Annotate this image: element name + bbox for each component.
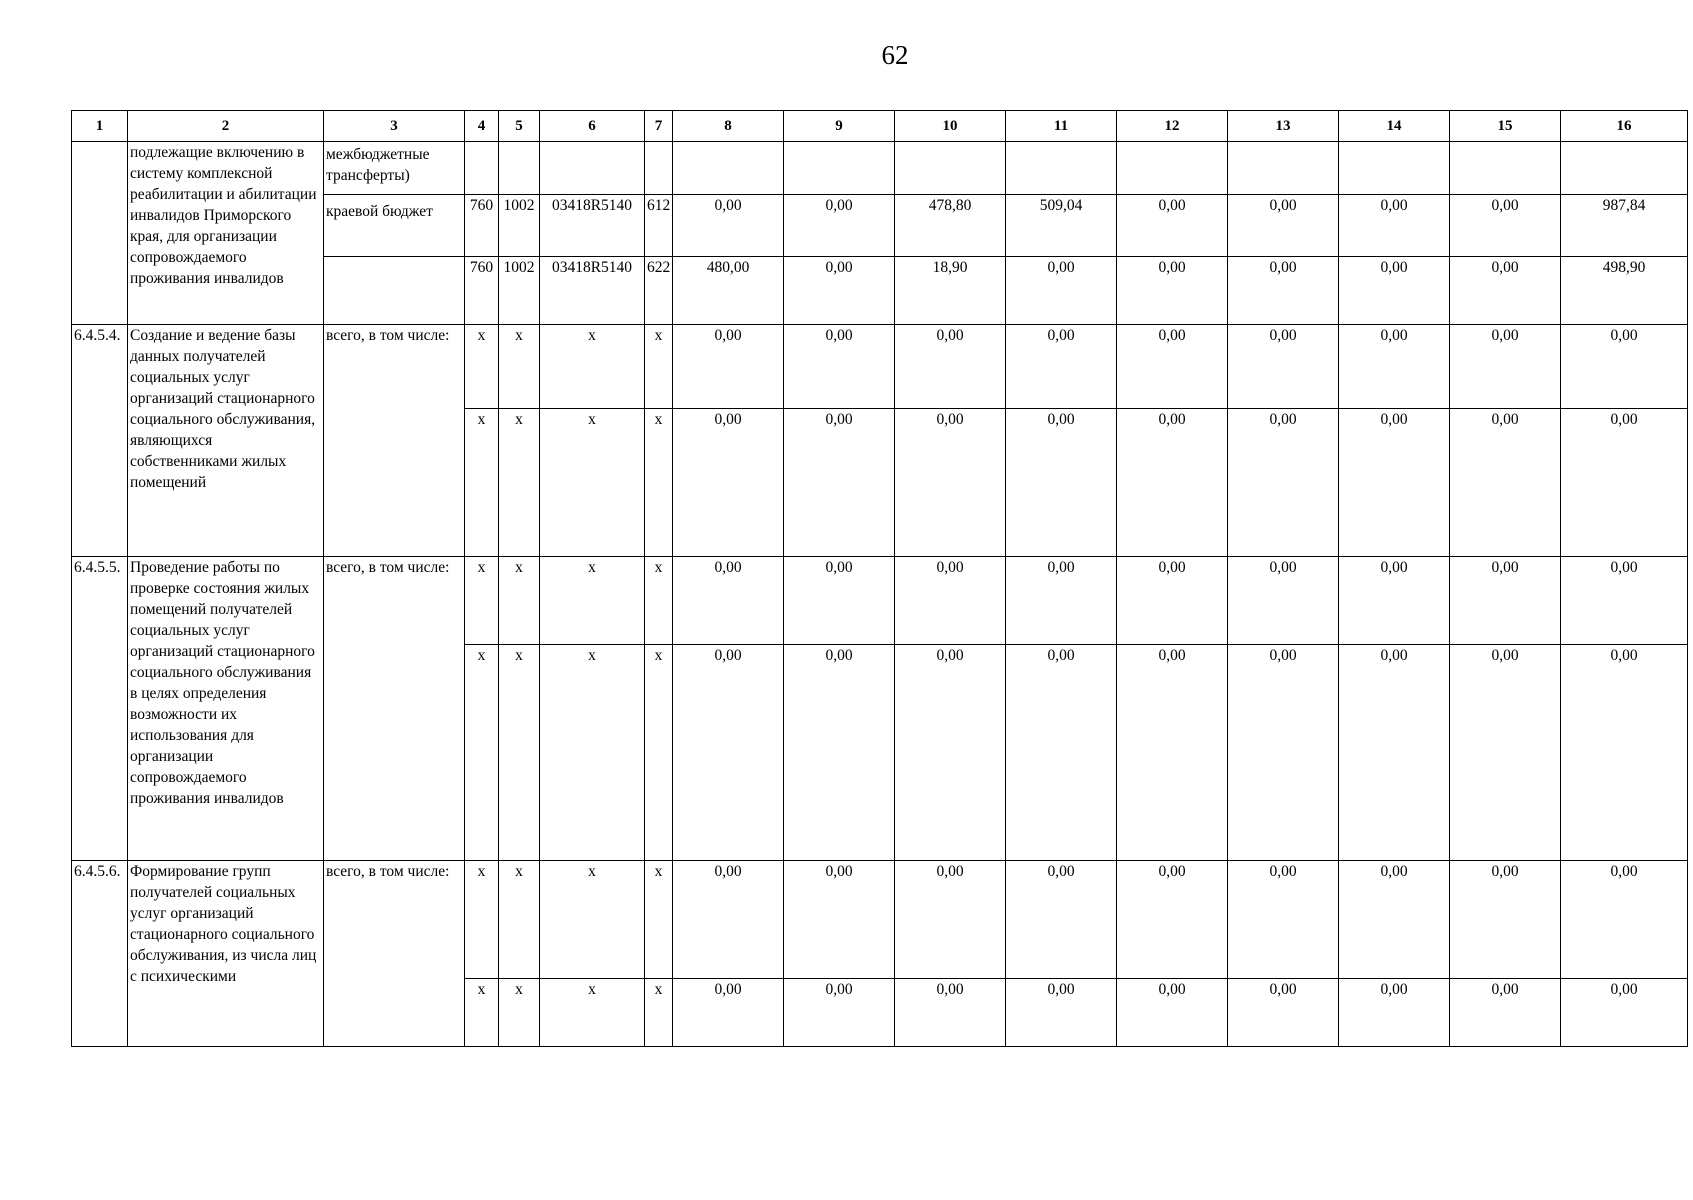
description-cell: Создание и ведение базы данных получателей социальных услуг организаций стационарного социального обслуживания, являющихся собственниками жилых помещений [128, 325, 324, 557]
value-cell: 18,90 [895, 257, 1006, 325]
value-cell: 0,00 [673, 325, 784, 409]
code-cell: x [645, 645, 673, 861]
value-cell: 0,00 [1228, 861, 1339, 979]
description-cell: Формирование групп получателей социальных услуг организаций стационарного социального обслуживания, из числа лиц с психическими [128, 861, 324, 1047]
column-header: 10 [895, 111, 1006, 142]
value-cell: 0,00 [1561, 979, 1688, 1047]
code-cell: x [540, 557, 645, 645]
column-header: 11 [1006, 111, 1117, 142]
code-cell: 760 [465, 195, 499, 257]
value-cell: 0,00 [1006, 861, 1117, 979]
code-cell: x [540, 325, 645, 409]
value-cell: 0,00 [784, 195, 895, 257]
value-cell: 0,00 [1561, 325, 1688, 409]
source-cell: всего, в том числе: [324, 557, 465, 861]
value-cell: 0,00 [673, 409, 784, 557]
value-cell: 0,00 [1561, 557, 1688, 645]
value-cell: 0,00 [784, 645, 895, 861]
value-cell: 0,00 [1006, 257, 1117, 325]
code-cell: 622 [645, 257, 673, 325]
code-cell: x [499, 325, 540, 409]
code-cell: x [499, 645, 540, 861]
code-cell: x [465, 409, 499, 557]
value-cell: 0,00 [1339, 409, 1450, 557]
source-cell: межбюджетные трансферты) [324, 142, 465, 195]
column-header: 12 [1117, 111, 1228, 142]
code-cell: x [465, 325, 499, 409]
value-cell: 0,00 [1561, 409, 1688, 557]
source-cell: всего, в том числе: [324, 325, 465, 557]
code-cell: 760 [465, 257, 499, 325]
table-row [72, 325, 1688, 409]
code-cell: x [540, 979, 645, 1047]
value-cell: 0,00 [1117, 979, 1228, 1047]
value-cell: 0,00 [1339, 557, 1450, 645]
value-cell: 480,00 [673, 257, 784, 325]
value-cell: 0,00 [1339, 195, 1450, 257]
value-cell: 0,00 [784, 979, 895, 1047]
code-cell: x [645, 557, 673, 645]
value-cell: 0,00 [784, 557, 895, 645]
value-cell: 498,90 [1561, 257, 1688, 325]
code-cell: 1002 [499, 257, 540, 325]
column-header: 4 [465, 111, 499, 142]
value-cell: 0,00 [895, 645, 1006, 861]
value-cell: 0,00 [1450, 409, 1561, 557]
value-cell: 0,00 [673, 979, 784, 1047]
value-cell: 478,80 [895, 195, 1006, 257]
code-cell: x [499, 861, 540, 979]
value-cell: 0,00 [1228, 325, 1339, 409]
value-cell: 0,00 [1339, 861, 1450, 979]
code-cell: x [465, 979, 499, 1047]
index-cell: 6.4.5.4. [72, 325, 128, 557]
value-cell: 0,00 [1006, 645, 1117, 861]
table-row [72, 557, 1688, 645]
value-cell: 0,00 [1006, 979, 1117, 1047]
column-header: 2 [128, 111, 324, 142]
value-cell: 0,00 [1228, 979, 1339, 1047]
column-header: 16 [1561, 111, 1688, 142]
code-cell: x [540, 861, 645, 979]
value-cell: 0,00 [895, 979, 1006, 1047]
column-header: 7 [645, 111, 673, 142]
value-cell: 0,00 [1228, 645, 1339, 861]
value-cell: 0,00 [784, 325, 895, 409]
code-cell: x [499, 979, 540, 1047]
value-cell: 0,00 [1561, 861, 1688, 979]
value-cell: 0,00 [1450, 195, 1561, 257]
value-cell: 0,00 [1117, 557, 1228, 645]
column-header: 5 [499, 111, 540, 142]
value-cell: 0,00 [784, 409, 895, 557]
code-cell: x [499, 557, 540, 645]
code-cell: x [465, 861, 499, 979]
value-cell: 0,00 [784, 861, 895, 979]
index-cell: 6.4.5.5. [72, 557, 128, 861]
code-cell: x [645, 979, 673, 1047]
column-header: 3 [324, 111, 465, 142]
table-row [72, 861, 1688, 979]
value-cell: 0,00 [1450, 257, 1561, 325]
source-cell [324, 257, 465, 325]
code-cell: x [645, 861, 673, 979]
value-cell: 0,00 [1339, 979, 1450, 1047]
value-cell: 0,00 [1339, 325, 1450, 409]
table-row [72, 142, 1688, 195]
column-header: 9 [784, 111, 895, 142]
value-cell: 0,00 [1006, 409, 1117, 557]
value-cell: 0,00 [1006, 557, 1117, 645]
page-number: 62 [881, 40, 909, 70]
source-cell: краевой бюджет [324, 195, 465, 257]
value-cell: 0,00 [1117, 257, 1228, 325]
source-cell: всего, в том числе: [324, 861, 465, 1047]
value-cell: 0,00 [1117, 325, 1228, 409]
code-cell: x [465, 645, 499, 861]
code-cell: 03418R5140 [540, 257, 645, 325]
code-cell: x [645, 409, 673, 557]
value-cell: 0,00 [673, 861, 784, 979]
value-cell: 0,00 [895, 409, 1006, 557]
column-header: 6 [540, 111, 645, 142]
value-cell: 987,84 [1561, 195, 1688, 257]
value-cell: 0,00 [1006, 325, 1117, 409]
value-cell: 0,00 [673, 195, 784, 257]
code-cell: x [645, 325, 673, 409]
value-cell: 0,00 [1228, 409, 1339, 557]
index-cell: 6.4.5.6. [72, 861, 128, 1047]
value-cell: 0,00 [1561, 645, 1688, 861]
budget-table [71, 110, 1688, 1047]
value-cell: 0,00 [1117, 195, 1228, 257]
value-cell: 0,00 [1228, 257, 1339, 325]
code-cell: x [499, 409, 540, 557]
code-cell: 612 [645, 195, 673, 257]
value-cell: 0,00 [1117, 409, 1228, 557]
code-cell: x [465, 557, 499, 645]
description-cell: Проведение работы по проверке состояния жилых помещений получателей социальных услуг организаций стационарного социального обслуживания в целях определения возможности их использования для организации сопровождаемого проживания инвалидов [128, 557, 324, 861]
value-cell: 0,00 [1339, 257, 1450, 325]
value-cell: 0,00 [673, 645, 784, 861]
value-cell: 0,00 [895, 861, 1006, 979]
code-cell: 1002 [499, 195, 540, 257]
value-cell: 0,00 [895, 557, 1006, 645]
code-cell: x [540, 409, 645, 557]
value-cell: 0,00 [1339, 645, 1450, 861]
header-row [72, 111, 1688, 142]
value-cell: 0,00 [895, 325, 1006, 409]
index-cell [72, 142, 128, 325]
value-cell: 0,00 [1450, 861, 1561, 979]
value-cell: 0,00 [1228, 557, 1339, 645]
value-cell: 0,00 [784, 257, 895, 325]
value-cell: 0,00 [673, 557, 784, 645]
value-cell: 0,00 [1450, 979, 1561, 1047]
value-cell: 0,00 [1117, 861, 1228, 979]
column-header: 13 [1228, 111, 1339, 142]
column-header: 14 [1339, 111, 1450, 142]
code-cell: 03418R5140 [540, 195, 645, 257]
value-cell: 0,00 [1228, 195, 1339, 257]
value-cell: 0,00 [1117, 645, 1228, 861]
description-cell: подлежащие включению в систему комплексной реабилитации и абилитации инвалидов Приморского края, для организации сопровождаемого проживания инвалидов [128, 142, 324, 325]
value-cell: 0,00 [1450, 645, 1561, 861]
value-cell: 0,00 [1450, 325, 1561, 409]
value-cell: 0,00 [1450, 557, 1561, 645]
column-header: 1 [72, 111, 128, 142]
value-cell: 509,04 [1006, 195, 1117, 257]
column-header: 15 [1450, 111, 1561, 142]
code-cell: x [540, 645, 645, 861]
column-header: 8 [673, 111, 784, 142]
